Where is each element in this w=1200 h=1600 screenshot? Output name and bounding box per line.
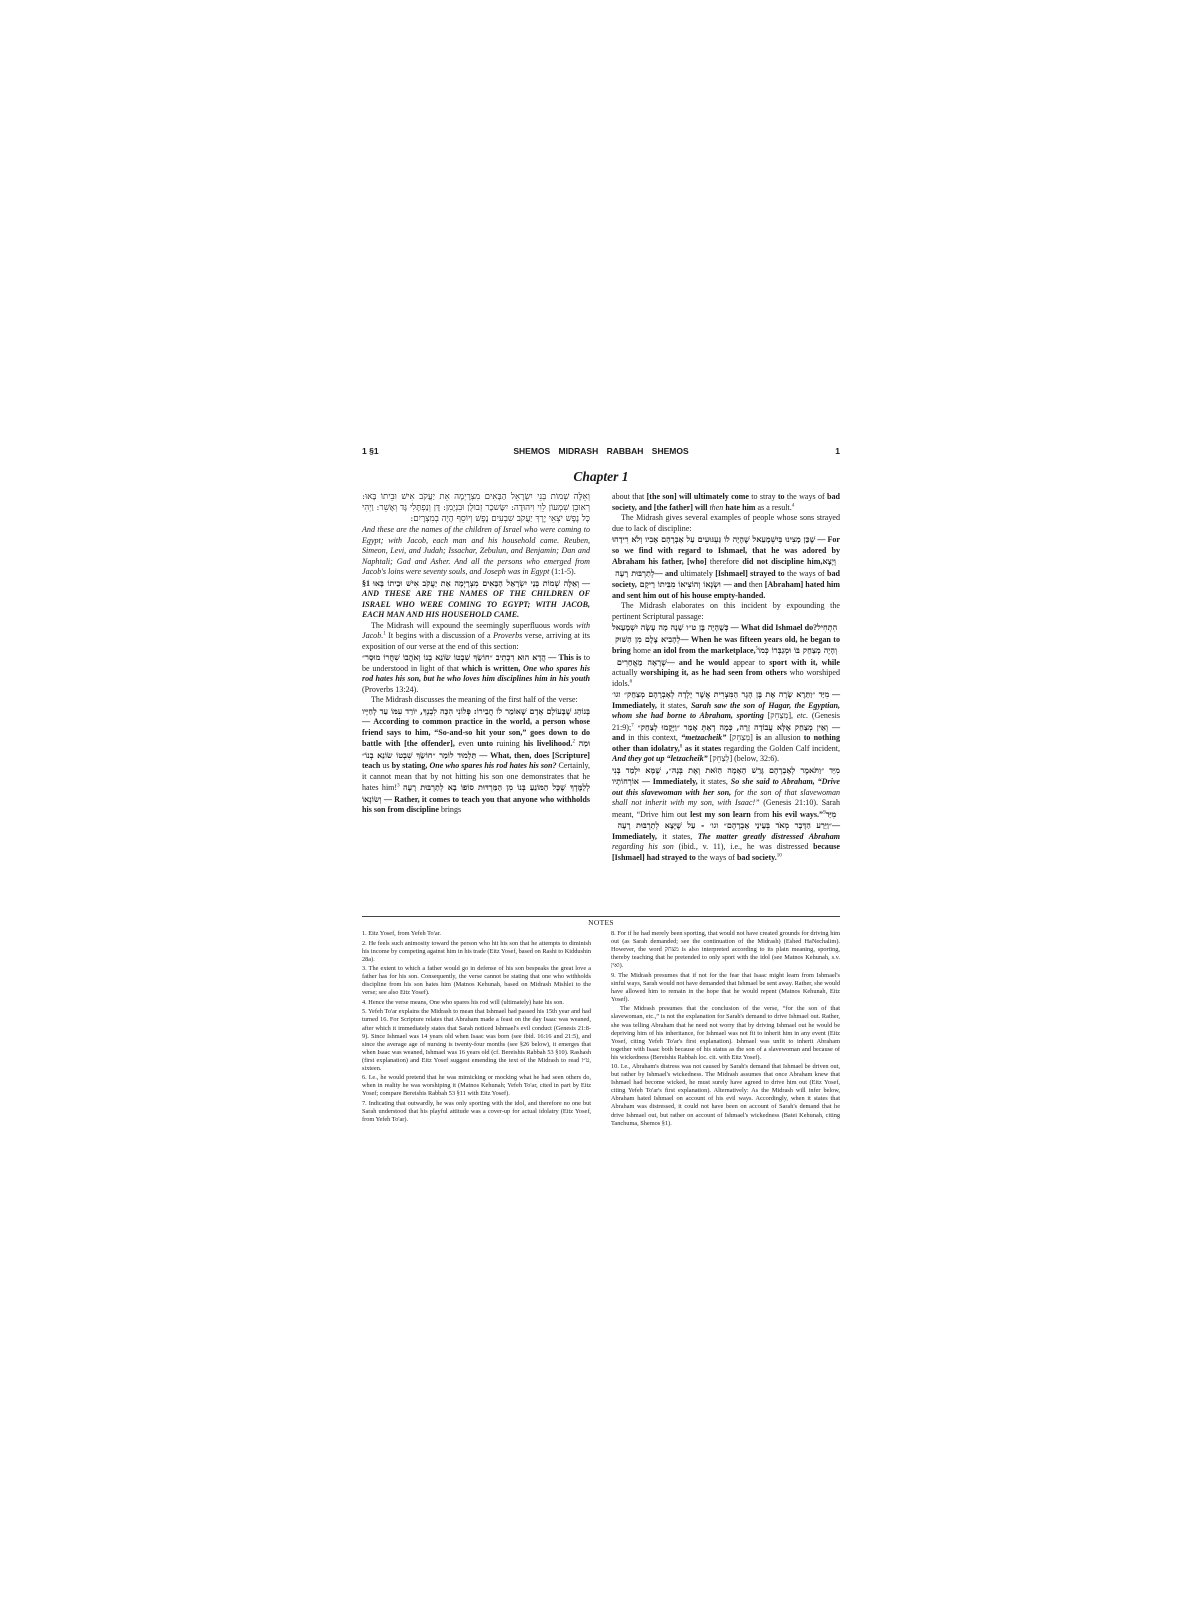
note: 4. Hence the verse means, One who spares his rod will (ultimately) hate his son. — [362, 998, 564, 1006]
text: in this context, — [624, 733, 682, 742]
paragraph — [362, 652, 590, 695]
verse-translation — [362, 525, 590, 578]
text: So she said to Abraham, “Drive out this slavewoman with her son, — [612, 777, 840, 797]
text: — Rather, it comes to teach you that anyone who withholds his son from discipline — [362, 794, 590, 814]
header-title: SHEMOS MIDRASH RABBAH SHEMOS — [513, 446, 689, 456]
paragraph — [362, 621, 590, 653]
hebrew-text: וְאֵין מְצַחֵק אֶלָּא עֲבוֹדָה זָרָה, כְּמָה דְאַתְּ אָמַר ״וַיָּקֻמוּ לְצַחֵק״ — [633, 721, 832, 732]
text: worshiping it, as he had seen from others — [640, 668, 787, 677]
text: [לְצַחֵק] (below, 32:6). — [707, 754, 779, 763]
text: — What, then, does [Scripture] teach — [362, 750, 590, 770]
text: — For so we find with regard to Ishmael, that he was adored by Abraham his father, [who] — [612, 535, 840, 566]
text: (Genesis 21:9); — [612, 711, 840, 732]
text: One who spares his rod hates his son, but he who loves him disciplines him in his youth — [362, 663, 590, 683]
paragraph — [612, 689, 840, 765]
text: the ways of — [784, 492, 828, 501]
verse-hebrew: וְאֵלֶּה שְׁמוֹת בְּנֵי יִשְׂרָאֵל הַבָּאִים מִצְרָיְמָה אֵת יַעֲקֹב אִישׁ וּבֵיתוֹ בָּאוּ: רְאוּבֵן שִׁמְעוֹן לֵוִי וִיהוּדָה: יִשָּׂשכָר זְבוּלֻן וּבִנְיָמִן: דָּן וְנַפְתָּלִי גָּד וְאָשֵׁר: וַיְהִי כָּל נֶפֶשׁ יֹצְאֵי יֶרֶךְ יַעֲקֹב שִׁבְעִים נָפֶשׁ וְיוֹסֵף הָיָה בְמִצְרָיִם: — [362, 492, 590, 524]
text: an allusion — [761, 733, 804, 742]
text: the ways of — [695, 852, 737, 862]
header-section-ref: 1 §1 — [362, 446, 379, 456]
text: regarding the Golden Calf incident, — [721, 743, 840, 753]
note: 8. For if he had merely been sporting, that would not have created grounds for driving him out (as Sarah demanded; see the continuation of the Midrash) (Eshed HaNechalim). However, the word מצחק is also interpreted according to its plain meaning, sporting, thereby teaching that he pretended to only sport with the idol (see Matnos Kehunah, s.v. ואין). — [611, 930, 840, 970]
hebrew-text: לְלַמֶּדְךָ שֶׁכָּל הַמּוֹנֵעַ בְּנוֹ מִן הַמַּרְדּוּת סוֹפוֹ בָא לְתַרְבּוּת רָעָה וְשׂוֹנְאוֹ — [362, 782, 590, 804]
text: an idol from the marketplace, — [653, 646, 756, 655]
text: Proverbs — [493, 631, 523, 640]
text: The matter greatly distressed Abraham — [697, 831, 840, 841]
section-mark: §1 — [362, 578, 371, 588]
text: it states, — [656, 831, 698, 841]
text: ultimately — [677, 568, 716, 578]
text: lest my son learn — [690, 809, 751, 819]
text: The Midrash will expound the seemingly superfluous words — [371, 620, 577, 630]
hebrew-text: הִתְחִיל לְהָבִיא צֶלֶם מִן הַשּׁוּק — [612, 622, 841, 644]
text: it states, — [656, 700, 691, 710]
footnote-mark: 9 — [823, 809, 826, 815]
note: 6. I.e., he would pretend that he was mimicking or mocking what he had seen others do, when in reality he was worshiping it (Matnos Kehunah; Yefeh To'ar, cited in part by Eitz Yosef; compare Bereishis Rabbah 53 §11 with Eitz Yosef). — [362, 1074, 591, 1098]
left-text-column — [362, 492, 590, 816]
text: did not discipline him, — [742, 557, 823, 566]
notes-divider — [362, 916, 840, 917]
footnote-mark: 10 — [776, 852, 782, 858]
text: then — [707, 502, 726, 512]
text: Certainly, it cannot mean that by not hitting his son one demonstrates that he hates him! — [362, 761, 590, 792]
paragraph — [362, 706, 590, 816]
paragraph: The Midrash discusses the meaning of the first half of the verse: — [371, 695, 578, 704]
footnote-mark: 2 — [572, 739, 575, 745]
footnote-mark: 5 — [755, 646, 759, 652]
running-header — [362, 446, 840, 458]
text: etc. — [796, 711, 809, 720]
chapter-title: Chapter 1 — [573, 469, 629, 484]
note: 10. I.e., Abraham's distress was not caused by Sarah's demand that Ishmael be driven out, but rather by Ishmael's wickedness. The Midrash assumes that once Abraham knew that Ishmael had become wicked, he must surely have agreed to drive him out (Eitz Yosef, citing Yefeh To'ar's first explanation). Alternatively: As the Midrash will infer below, Abraham hated Ishmael on account of his evil ways. Accordingly, when it states that Abraham was distressed, it could not have been on account of Sarah's demand that he drive Ishmael out, but rather on account of Ishmael's wickedness (Batei Kehunah, citing Tanchuma, Shemos §1). — [611, 1063, 840, 1127]
text: — and — [654, 568, 678, 578]
text: to stray — [748, 492, 778, 501]
text: who worshiped idols. — [612, 668, 840, 688]
text: actually — [612, 668, 641, 677]
text: sport with it, while — [769, 657, 840, 667]
text: (Genesis 21:10). Sarah meant, “Drive him out — [612, 798, 840, 819]
verse-reference: (1:1-5). — [551, 567, 576, 576]
hebrew-text: הֲדָא הוּא דִכְתִיב ״חוֹשֵׂךְ שִׁבְטוֹ שׂוֹנֵא בְנוֹ וְאֹהֲבוֹ שִׁחֲרוֹ מוּסָר״ — [362, 652, 546, 662]
text: as a result. — [755, 502, 792, 512]
text: — and — [612, 722, 840, 742]
header-page-number: 1 — [835, 446, 840, 456]
text: (Proverbs 13:24). — [362, 684, 419, 694]
hebrew-text: מִיַּד ״וַתֵּרֶא שָׂרָה אֶת בֶּן הָגָר הַמִּצְרִית אֲשֶׁר יָלְדָה לְאַבְרָהָם מְצַחֵק״ וגו׳ — [612, 689, 830, 699]
text: [מְצַחֵק] — [726, 733, 756, 742]
text: then — [746, 580, 765, 589]
text: — Immediately, — [638, 777, 698, 786]
footnote-mark: 8 — [679, 743, 683, 749]
paragraph — [612, 622, 840, 689]
paragraph — [612, 492, 840, 513]
text: [מְצַחֵק], — [763, 711, 797, 720]
note: The Midrash presumes that the conclusion of the verse, “for the son of that slavewoman, etc.,” is not the explanation for Sarah's demand to drive Ishmael out. Rather, she was telling Abraham that he need not worry that by driving Ishmael out he would be depriving him of his inheritance, for Ishmael was not fit to inherit him in any event (Eitz Yosef, citing Yefeh To'ar's first explanation). Ishmael was unfit to inherit Abraham together with Isaac both because of his status as the son of a slavewoman and because of his wickedness (Bereishis Rabbah loc. cit. with Eitz Yosef). — [611, 1005, 840, 1061]
text: which is written, — [461, 663, 524, 673]
hebrew-text: שֶׁכֵּן מָצִינוּ בְּיִשְׁמָעֵאל שֶׁהָיָה לוֹ גַּעְגּוּעִים עַל אַבְרָהָם אָבִיו וְלֹא רִידָהוּ — [612, 534, 816, 544]
hebrew-text: וְיָצָא לְתַרְבּוּת רָעָה — [612, 556, 840, 578]
hebrew-text: וּמַה תַּלְמוּד לוֹמַר ״חוֹשֵׂךְ שִׁבְטוֹ שׂוֹנֵא בְנוֹ״ — [362, 738, 590, 760]
hebrew-text: וְהָיָה מְצַחֵק בּוֹ וּמְגַבְּרוֹ כְּמוֹ שֶׁרָאָה מֵאֲחֵרִים — [612, 645, 840, 667]
text: the ways of — [784, 568, 827, 578]
text: — This is — [545, 653, 582, 662]
text: bad society. — [736, 852, 777, 862]
text: to — [777, 492, 785, 501]
section-lemma-translation: AND THESE ARE THE NAMES OF THE CHILDREN OF ISRAEL WHO WERE COMING TO EGYPT; WITH JACOB, EACH MAN AND HIS HOUSEHOLD CAME. — [362, 589, 590, 619]
hebrew-text: בְּנוֹהַג שֶׁבָּעוֹלָם אָדָם שֶׁאוֹמֵר לוֹ חֲבֵירוֹ: פְּלוֹנִי הִכָּה לִבְנְךָ, יוֹרֵד עִמּוֹ עַד לְחַיָּיו — [362, 705, 590, 716]
text: for the son of that slavewoman shall not inherit with my son, with Isaac!” — [612, 787, 840, 807]
note: 2. He feels such animosity toward the person who hit his son that he attempts to diminish his income by competing against him in his trade (Eitz Yosef, based on Rashi to Kiddushin 28a). — [362, 939, 591, 963]
text: regarding his son — [612, 842, 674, 851]
text: his evil ways.” — [772, 809, 824, 819]
section-1-heading — [362, 578, 590, 621]
text: — and he would — [666, 657, 730, 667]
hebrew-text: מִיַּד ״וַתֹּאמֶר לְאַבְרָהָם גָּרֵשׁ הָאָמָה הַזֹּאת וְאֶת בְּנָהּ״, שֶׁמָּא יִלְמַד בְּנִי אוֹרְחוֹתָיו — [612, 764, 840, 786]
text: it states, — [697, 777, 731, 786]
note: 1. Eitz Yosef, from Yefeh To'ar. — [362, 930, 441, 937]
text: (ibid., v. 11), i.e., he was distressed — [673, 842, 814, 851]
footnote-mark: 1 — [383, 631, 386, 637]
text: by stating, — [391, 761, 430, 770]
text: even — [454, 739, 478, 748]
text: therefore — [706, 557, 743, 566]
text: ruining — [492, 739, 524, 748]
section-hebrew-lemma: וְאֵלֶּה שְׁמוֹת בְּנֵי יִשְׂרָאֵל הַבָּאִים מִצְרָיְמָה אֵת יַעֲקֹב אִישׁ וּבֵיתוֹ בָּאוּ — [372, 577, 580, 588]
text: — When he was fifteen years old, he began to bring — [612, 634, 841, 655]
verse-translation-text: And these are the names of the children of Israel who were coming to Egypt; with Jacob, each man and his household came. Reuben, Simeon, Levi, and Judah; Issachar, Zebulun, and Benjamin; Dan and Naphtali; Gad and Asher. And all the persons who emerged from Jacob's loins were seventy souls, and Joseph was in Egypt — [362, 525, 590, 576]
text: from — [750, 809, 773, 819]
right-text-column — [612, 492, 840, 863]
text: unto — [477, 739, 493, 748]
text: us — [380, 761, 392, 770]
notes-heading: NOTES — [588, 918, 614, 927]
text: — Immediately, — [612, 821, 840, 841]
text: It begins with a discussion of a — [385, 631, 494, 640]
text: his livelihood. — [523, 739, 573, 748]
text: bad society, — [612, 568, 840, 589]
book-page — [362, 446, 840, 1156]
text: hate him — [725, 502, 756, 512]
text: — and — [723, 580, 747, 589]
text: Sarah saw the son of Hagar, the Egyptian, whom she had borne to Abraham, sporting — [612, 700, 840, 720]
text: bad society, and [the father] will — [612, 492, 840, 512]
paragraph — [612, 765, 840, 864]
text: is — [755, 733, 762, 742]
text: [Ishmael] strayed to — [715, 568, 785, 578]
paragraph: The Midrash elaborates on this incident by expounding the pertinent Scriptural passage: — [612, 601, 840, 621]
footnote-mark: 3 — [397, 783, 400, 789]
text: verse, arriving at its exposition of our verse at the end of this section: — [362, 631, 590, 651]
notes-left-column — [362, 930, 591, 1126]
footnote-mark: 7 — [631, 722, 634, 728]
text: with Jacob. — [362, 620, 590, 640]
footnote-mark: 4 — [791, 502, 795, 508]
note: 7. Indicating that outwardly, he was only sporting with the idol, and therefore no one but Sarah understood that his playful attitude was a cover-up for actual idolatry (Eitz Yosef, from Yefeh To'ar). — [362, 1099, 591, 1124]
text: One who spares his rod hates his son? — [429, 761, 557, 770]
text: [Abraham] hated him and sent him out of his house empty-handed. — [612, 580, 840, 600]
note: 3. The extent to which a father would go in defense of his son bespeaks the great love a father has for his son. Consequently, the verse cannot be stating that one who withholds discipline from his son hates him (Matnos Kehunah, based on Midrash Mishlei to the verse; see also Eitz Yosef). — [362, 965, 591, 997]
note: 5. Yefeh To'ar explains the Midrash to mean that Ishmael had passed his 15th year and had turned 16. For Scripture relates that Abraham made a feast on the day Isaac was weaned, after which it immediately states that Sarah noticed Ishmael's evil conduct (Genesis 21:8-9). Since Ishmael was 14 years old when Isaac was born (see ibid. 16:16 and 21:5), and since the average age of nursing is twenty-four months (see §26 below), it emerges that when Isaac was weaned, Ishmael was 16 years old (cf. Bereishis Rabbah 53 §10). Rashash (first explanation) and Eitz Yosef suggest emending the text of the Midrash to read ט״ז, sixteen. — [362, 1008, 591, 1072]
text: home — [630, 646, 654, 655]
text: — Immediately, — [612, 690, 841, 710]
notes-right-column — [611, 930, 840, 1129]
text: And they got up “letzacheik” — [612, 754, 708, 763]
text: appear to — [729, 657, 770, 667]
text: to nothing other than idolatry, — [612, 733, 840, 753]
text: brings — [438, 805, 462, 814]
paragraph: The Midrash gives several examples of people whose sons strayed due to lack of discipline: — [612, 513, 840, 533]
paragraph — [612, 534, 840, 601]
text: “metzacheik” — [681, 733, 727, 742]
text: — What did Ishmael do? — [728, 623, 818, 632]
footnote-mark: 6 — [629, 678, 633, 684]
text: as it states — [682, 743, 722, 753]
text: [the son] will ultimately come — [646, 492, 749, 501]
note: 9. The Midrash presumes that if not for the fear that Isaac might learn from Ishmael's sinful ways, Sarah would not have demanded that Ishmael be sent away. Rather, she would have allowed him to remain in the hope that he would repent (Matnos Kehunah, Eitz Yosef). — [611, 971, 840, 1003]
hebrew-text: כְּשֶׁהָיָה בֶּן ט״ו שָׁנָה מָה עָשָׂה יִשְׁמָעֵאל — [612, 622, 729, 632]
hebrew-text: מִיַּד ״וַיֵּרַע הַדָּבָר מְאֹד בְּעֵינֵי אַבְרָהָם״ וגו׳ - עַל שֶׁיָּצָא לְתַרְבּוּת רָעָה — [612, 808, 840, 830]
text: to be understood in light of that — [362, 653, 590, 673]
text: because [Ishmael] had strayed to — [612, 842, 840, 862]
text: — According to common practice in the world, a person whose friend says to him, “So-and-so hit your son,” goes down to do battle with [the offender], — [362, 717, 590, 748]
dash: — — [579, 578, 590, 588]
text: about that — [612, 492, 647, 501]
hebrew-text: וּשְׂנָאוֹ וְהוֹצִיאוֹ מִבֵּיתוֹ רֵיקָם — [636, 579, 724, 589]
